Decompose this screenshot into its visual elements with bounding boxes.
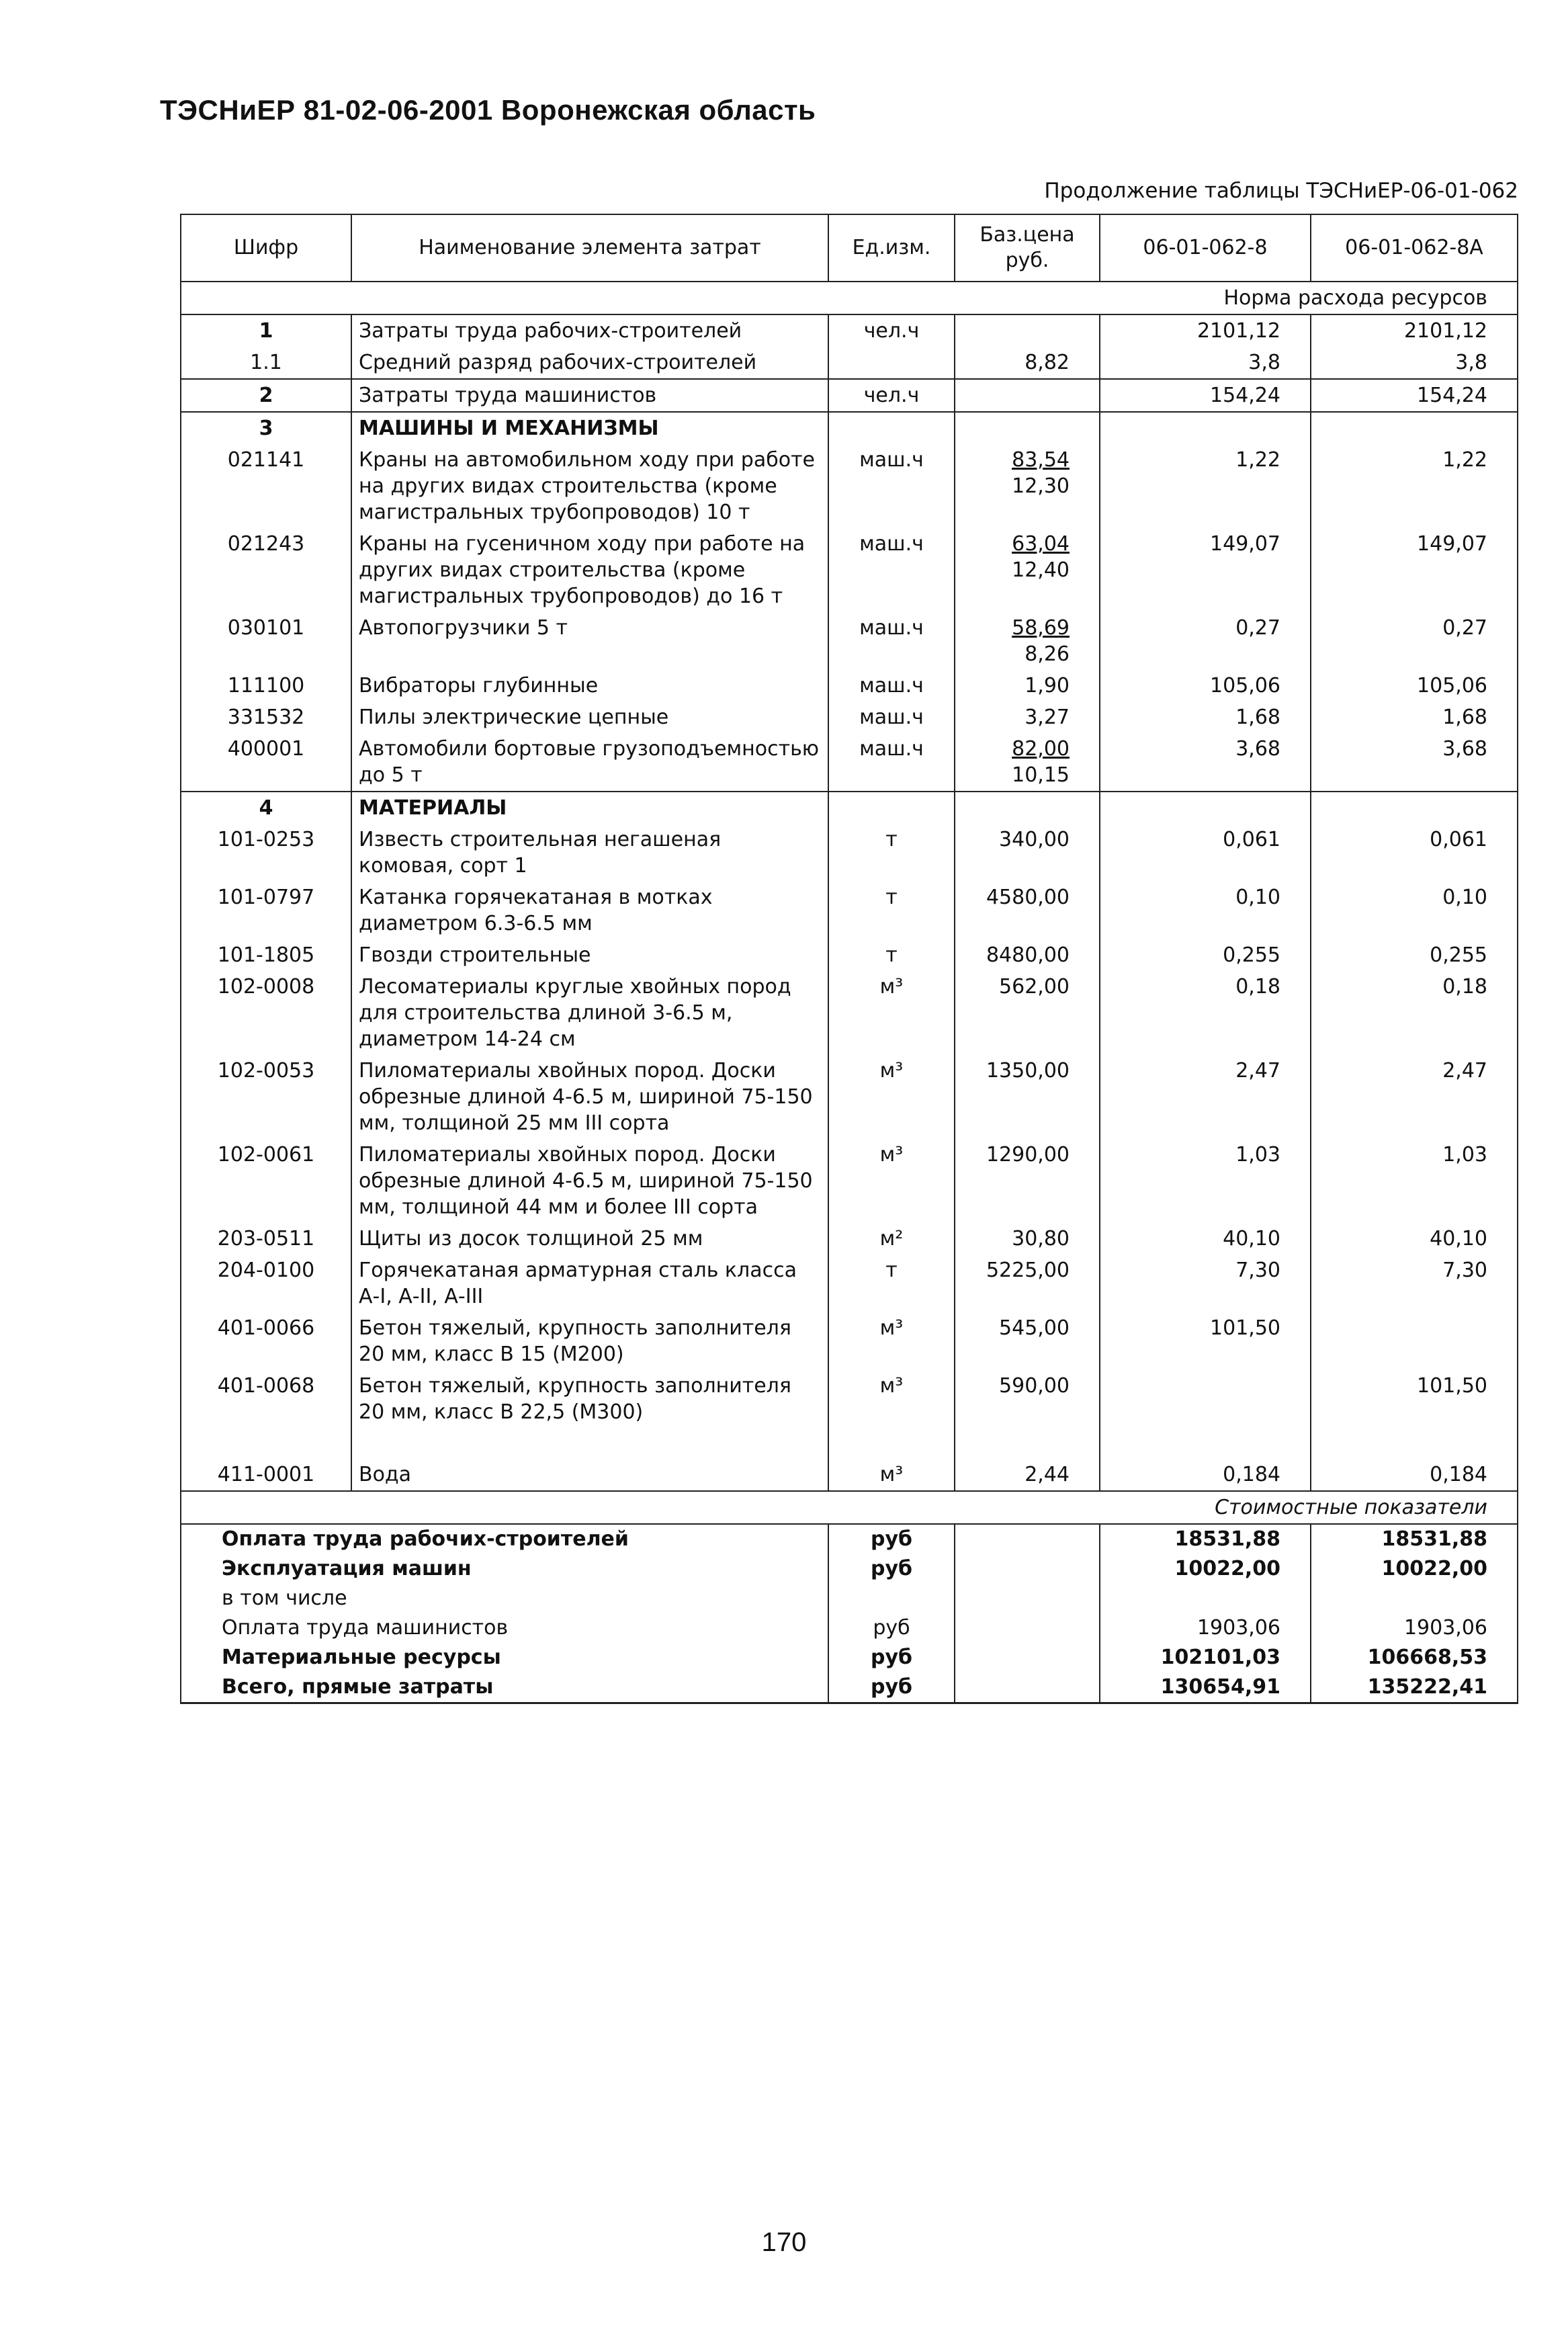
row-value-a: 101,50 xyxy=(1100,1312,1311,1370)
row-code: 4 xyxy=(181,792,351,824)
total-value-b xyxy=(1311,1584,1518,1613)
row-value-b: 0,10 xyxy=(1311,882,1518,939)
total-value-a: 1903,06 xyxy=(1100,1613,1311,1643)
total-label: Оплата труда рабочих-строителей xyxy=(181,1524,828,1554)
column-header-price: Баз.цена руб. xyxy=(955,214,1100,282)
row-price: 1,90 xyxy=(955,670,1100,702)
total-label: Всего, прямые затраты xyxy=(181,1672,828,1703)
row-unit: т xyxy=(828,882,955,939)
row-code: 102-0061 xyxy=(181,1139,351,1223)
row-name: Пиломатериалы хвойных пород. Доски обрезные длиной 4-6.5 м, шириной 75-150 мм, толщиной 44 мм и более III сорта xyxy=(351,1139,828,1223)
row-value-a: 0,255 xyxy=(1100,939,1311,971)
row-code: 401-0068 xyxy=(181,1370,351,1428)
row-price: 1350,00 xyxy=(955,1055,1100,1139)
table-row xyxy=(181,939,1518,971)
row-code: 101-0797 xyxy=(181,882,351,939)
row-unit: маш.ч xyxy=(828,702,955,733)
document-title: ТЭСНиЕР 81-02-06-2001 Воронежская область xyxy=(160,94,816,126)
row-price: 58,69 xyxy=(1012,616,1070,640)
row-unit: т xyxy=(828,1255,955,1312)
row-price: 8480,00 xyxy=(955,939,1100,971)
row-value-a: 2101,12 xyxy=(1100,314,1311,347)
cost-header: Стоимостные показатели xyxy=(181,1491,1518,1524)
row-name: Затраты труда рабочих-строителей xyxy=(351,314,828,347)
row-price: 590,00 xyxy=(955,1370,1100,1428)
row-name: Средний разряд рабочих-строителей xyxy=(351,347,828,379)
cost-header-row xyxy=(181,1491,1518,1524)
section-title: МАШИНЫ И МЕХАНИЗМЫ xyxy=(351,412,828,444)
row-name: Бетон тяжелый, крупность заполнителя 20 мм, класс В 15 (М200) xyxy=(351,1312,828,1370)
total-value-b: 1903,06 xyxy=(1311,1613,1518,1643)
section-row-machines xyxy=(181,412,1518,444)
row-price-operator-wage: 12,30 xyxy=(1012,474,1070,498)
table-row xyxy=(181,882,1518,939)
total-unit: руб xyxy=(828,1613,955,1643)
row-code: 3 xyxy=(181,412,351,444)
row-code: 1 xyxy=(181,314,351,347)
row-value-a: 1,03 xyxy=(1100,1139,1311,1223)
table-row xyxy=(181,347,1518,379)
row-code: 1.1 xyxy=(181,347,351,379)
row-price: 8,82 xyxy=(955,347,1100,379)
table-row xyxy=(181,1055,1518,1139)
row-name: Катанка горячекатаная в мотках диаметром 6.3-6.5 мм xyxy=(351,882,828,939)
table-row xyxy=(181,1459,1518,1491)
row-value-b: 3,8 xyxy=(1311,347,1518,379)
row-value-b: 40,10 xyxy=(1311,1223,1518,1255)
row-price-operator-wage: 8,26 xyxy=(1025,642,1070,666)
row-value-b: 1,68 xyxy=(1311,702,1518,733)
total-value-b: 106668,53 xyxy=(1311,1643,1518,1672)
row-value-a xyxy=(1100,1370,1311,1428)
row-code: 111100 xyxy=(181,670,351,702)
table-row xyxy=(181,824,1518,882)
total-label: Эксплуатация машин xyxy=(181,1554,828,1584)
row-name: Пиломатериалы хвойных пород. Доски обрезные длиной 4-6.5 м, шириной 75-150 мм, толщиной 25 мм III сорта xyxy=(351,1055,828,1139)
row-price xyxy=(955,314,1100,347)
row-unit: м³ xyxy=(828,1139,955,1223)
table-row xyxy=(181,1370,1518,1428)
norm-header-row xyxy=(181,282,1518,314)
row-unit xyxy=(828,347,955,379)
table-row xyxy=(181,612,1518,670)
row-value-b: 0,061 xyxy=(1311,824,1518,882)
row-unit: т xyxy=(828,939,955,971)
totals-row xyxy=(181,1613,1518,1643)
row-value-b: 0,27 xyxy=(1311,612,1518,670)
row-price-operator-wage: 10,15 xyxy=(1012,763,1070,787)
row-code: 102-0008 xyxy=(181,971,351,1055)
row-unit: м³ xyxy=(828,1055,955,1139)
table-continuation-caption: Продолжение таблицы ТЭСНиЕР-06-01-062 xyxy=(1044,179,1518,203)
total-label: Оплата труда машинистов xyxy=(181,1613,828,1643)
row-code: 021243 xyxy=(181,528,351,612)
row-price: 1290,00 xyxy=(955,1139,1100,1223)
row-code: 400001 xyxy=(181,733,351,792)
totals-row xyxy=(181,1672,1518,1703)
row-code: 102-0053 xyxy=(181,1055,351,1139)
row-unit: чел.ч xyxy=(828,379,955,412)
row-price: 82,00 xyxy=(1012,737,1070,761)
total-unit: руб xyxy=(828,1554,955,1584)
row-name: Бетон тяжелый, крупность заполнителя 20 мм, класс В 22,5 (М300) xyxy=(351,1370,828,1428)
row-code: 2 xyxy=(181,379,351,412)
row-name: Щиты из досок толщиной 25 мм xyxy=(351,1223,828,1255)
row-price: 562,00 xyxy=(955,971,1100,1055)
table-row xyxy=(181,702,1518,733)
row-unit: маш.ч xyxy=(828,612,955,670)
resource-norm-table xyxy=(180,214,1518,1704)
row-code: 401-0066 xyxy=(181,1312,351,1370)
row-name: Краны на гусеничном ходу при работе на других видах строительства (кроме магистральных трубопроводов) до 16 т xyxy=(351,528,828,612)
row-value-b: 7,30 xyxy=(1311,1255,1518,1312)
row-price: 4580,00 xyxy=(955,882,1100,939)
row-code: 331532 xyxy=(181,702,351,733)
row-value-a: 1,68 xyxy=(1100,702,1311,733)
total-label: в том числе xyxy=(181,1584,828,1613)
row-name: Автомобили бортовые грузоподъемностью до 5 т xyxy=(351,733,828,792)
column-header-col-a: 06-01-062-8 xyxy=(1100,214,1311,282)
total-value-b: 18531,88 xyxy=(1311,1524,1518,1554)
row-name: Известь строительная негашеная комовая, сорт 1 xyxy=(351,824,828,882)
row-unit: чел.ч xyxy=(828,314,955,347)
row-value-b: 101,50 xyxy=(1311,1370,1518,1428)
row-value-a: 3,8 xyxy=(1100,347,1311,379)
norm-header: Норма расхода ресурсов xyxy=(181,282,1518,314)
row-price: 340,00 xyxy=(955,824,1100,882)
row-name: Затраты труда машинистов xyxy=(351,379,828,412)
row-code: 203-0511 xyxy=(181,1223,351,1255)
total-unit xyxy=(828,1584,955,1613)
row-name: Гвозди строительные xyxy=(351,939,828,971)
column-header-name: Наименование элемента затрат xyxy=(351,214,828,282)
row-price: 2,44 xyxy=(955,1459,1100,1491)
row-code: 101-1805 xyxy=(181,939,351,971)
table-row xyxy=(181,670,1518,702)
row-code: 411-0001 xyxy=(181,1459,351,1491)
row-unit: м³ xyxy=(828,1459,955,1491)
row-name: Вибраторы глубинные xyxy=(351,670,828,702)
table-row xyxy=(181,1223,1518,1255)
row-value-b xyxy=(1311,1312,1518,1370)
row-unit: маш.ч xyxy=(828,670,955,702)
total-unit: руб xyxy=(828,1524,955,1554)
row-value-a: 7,30 xyxy=(1100,1255,1311,1312)
row-name: Лесоматериалы круглые хвойных пород для строительства длиной 3-6.5 м, диаметром 14-24 см xyxy=(351,971,828,1055)
totals-row xyxy=(181,1554,1518,1584)
row-value-b: 0,18 xyxy=(1311,971,1518,1055)
table-header-row xyxy=(181,214,1518,282)
row-price: 545,00 xyxy=(955,1312,1100,1370)
row-unit: м³ xyxy=(828,971,955,1055)
table-row xyxy=(181,1139,1518,1223)
total-value-b: 135222,41 xyxy=(1311,1672,1518,1703)
row-unit: маш.ч xyxy=(828,733,955,792)
row-name: Горячекатаная арматурная сталь класса А-I, А-II, А-III xyxy=(351,1255,828,1312)
row-value-a: 0,184 xyxy=(1100,1459,1311,1491)
row-value-b: 0,255 xyxy=(1311,939,1518,971)
row-unit: маш.ч xyxy=(828,528,955,612)
table-row xyxy=(181,379,1518,412)
row-value-a: 1,22 xyxy=(1100,444,1311,528)
column-header-unit: Ед.изм. xyxy=(828,214,955,282)
row-value-a: 0,18 xyxy=(1100,971,1311,1055)
row-unit: м² xyxy=(828,1223,955,1255)
row-value-a: 105,06 xyxy=(1100,670,1311,702)
totals-row xyxy=(181,1584,1518,1613)
row-unit: маш.ч xyxy=(828,444,955,528)
row-value-a: 0,27 xyxy=(1100,612,1311,670)
row-value-b: 105,06 xyxy=(1311,670,1518,702)
row-value-b: 2101,12 xyxy=(1311,314,1518,347)
table-row xyxy=(181,733,1518,792)
row-code: 204-0100 xyxy=(181,1255,351,1312)
row-code: 030101 xyxy=(181,612,351,670)
total-value-a: 18531,88 xyxy=(1100,1524,1311,1554)
row-value-b: 154,24 xyxy=(1311,379,1518,412)
column-header-code: Шифр xyxy=(181,214,351,282)
row-name: Пилы электрические цепные xyxy=(351,702,828,733)
row-price: 83,54 xyxy=(1012,448,1070,472)
row-price-operator-wage: 12,40 xyxy=(1012,558,1070,582)
column-header-col-b: 06-01-062-8А xyxy=(1311,214,1518,282)
row-name: Автопогрузчики 5 т xyxy=(351,612,828,670)
row-unit: м³ xyxy=(828,1312,955,1370)
row-value-b: 3,68 xyxy=(1311,733,1518,792)
total-unit: руб xyxy=(828,1643,955,1672)
total-value-a: 10022,00 xyxy=(1100,1554,1311,1584)
row-unit: м³ xyxy=(828,1370,955,1428)
row-price: 3,27 xyxy=(955,702,1100,733)
row-value-a: 149,07 xyxy=(1100,528,1311,612)
row-price: 30,80 xyxy=(955,1223,1100,1255)
row-value-b: 149,07 xyxy=(1311,528,1518,612)
total-label: Материальные ресурсы xyxy=(181,1643,828,1672)
table-row xyxy=(181,528,1518,612)
total-value-a: 130654,91 xyxy=(1100,1672,1311,1703)
row-code: 101-0253 xyxy=(181,824,351,882)
row-name: Вода xyxy=(351,1459,828,1491)
row-value-a: 154,24 xyxy=(1100,379,1311,412)
section-title: МАТЕРИАЛЫ xyxy=(351,792,828,824)
total-unit: руб xyxy=(828,1672,955,1703)
row-value-a: 0,10 xyxy=(1100,882,1311,939)
row-name: Краны на автомобильном ходу при работе на других видах строительства (кроме магистральных трубопроводов) 10 т xyxy=(351,444,828,528)
row-value-a: 40,10 xyxy=(1100,1223,1311,1255)
table-row xyxy=(181,1312,1518,1370)
row-price: 63,04 xyxy=(1012,532,1070,556)
total-value-a: 102101,03 xyxy=(1100,1643,1311,1672)
row-price: 5225,00 xyxy=(955,1255,1100,1312)
table-row xyxy=(181,1255,1518,1312)
row-value-b: 0,184 xyxy=(1311,1459,1518,1491)
page-number: 170 xyxy=(761,2228,807,2257)
row-value-b: 1,03 xyxy=(1311,1139,1518,1223)
totals-row xyxy=(181,1643,1518,1672)
table-row xyxy=(181,971,1518,1055)
row-value-a: 0,061 xyxy=(1100,824,1311,882)
row-value-b: 1,22 xyxy=(1311,444,1518,528)
row-unit: т xyxy=(828,824,955,882)
row-value-b: 2,47 xyxy=(1311,1055,1518,1139)
row-value-a: 2,47 xyxy=(1100,1055,1311,1139)
table-row xyxy=(181,314,1518,347)
section-row-materials xyxy=(181,792,1518,824)
row-value-a: 3,68 xyxy=(1100,733,1311,792)
totals-row xyxy=(181,1524,1518,1554)
total-value-a xyxy=(1100,1584,1311,1613)
total-value-b: 10022,00 xyxy=(1311,1554,1518,1584)
row-code: 021141 xyxy=(181,444,351,528)
row-price xyxy=(955,379,1100,412)
table-row xyxy=(181,444,1518,528)
